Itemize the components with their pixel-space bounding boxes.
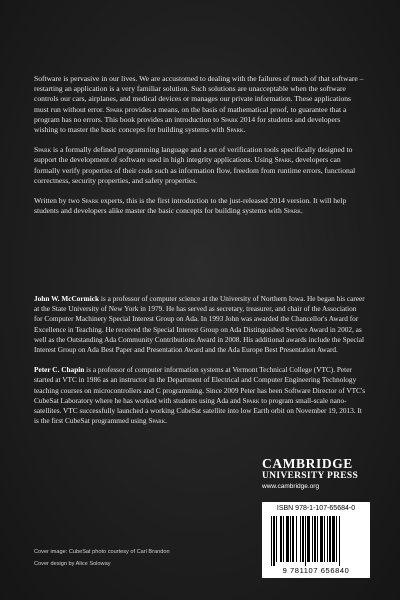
isbn-label: ISBN 978-1-107-65684-0 (276, 505, 356, 512)
barcode-bar (271, 516, 272, 566)
spark-term: Spark (105, 104, 124, 114)
publisher-name: CAMBRIDGE (262, 456, 353, 471)
isbn-digits: 9 781107 656840 (282, 566, 350, 575)
spark-term: Spark (148, 416, 166, 426)
author-bio-chapin: Peter C. Chapin is a professor of computer information systems at Vermont Technical College (VTC). Peter started at VTC in 1986 as an instructor in the Department of Electrical and Computer Engineering Technology teaching courses on microcontrollers and C programming. Since 2009 Peter has been Software Director of VTC's CubeSat Laboratory where he has worked with students using Ada and Spark to program small-scale nano-satellites. VTC successfully launched a working CubeSat satellite into low Earth orbit on November 19, 2013. It is the first CubeSat programmed using Spark. (34, 365, 366, 426)
spark-term: Spark (220, 114, 239, 124)
author-name: John W. McCormick (34, 294, 100, 303)
barcode-bar (286, 516, 289, 562)
cover-image-credit: Cover image: CubeSat photo courtesy of Carl Brandon (34, 549, 170, 555)
barcode-bar (329, 516, 331, 562)
publisher-url: www.cambridge.org (262, 483, 320, 490)
author-bio-mccormick: John W. McCormick is a professor of computer science at the University of Northern Iowa. He began his career at the State University of New York in 1979. He has served as secretary, treasurer, and chair of the Association for Computer Machinery Special Interest Group on Ada. In 1993 John was awarded the Chancellor's Award for Excellence in Teaching. He received the Special Interest Group on Ada Distinguished Service Award in 2002, as well as the Outstanding Ada Community Contributions Award in 2008. His additional awards include the Special Interest Group on Ada Best Paper and Presentation Award and the Ada Europe Best Presentation Award. (34, 294, 365, 355)
barcode-bar (312, 516, 313, 562)
barcode-bar (296, 516, 297, 562)
barcode-bar (307, 516, 310, 562)
barcode-bar (305, 516, 306, 566)
publisher-press: UNIVERSITY PRESS (262, 471, 359, 481)
barcode-bar (339, 516, 340, 566)
barcode-bar (290, 516, 291, 562)
book-description (34, 74, 366, 226)
author-name: Peter C. Chapin (34, 365, 85, 375)
barcode-bar (324, 516, 325, 562)
barcode-bar (283, 516, 284, 562)
cover-credits (34, 546, 170, 570)
spark-term: Spark (81, 196, 99, 206)
barcode-bar (292, 516, 294, 562)
barcode-bars (270, 516, 364, 566)
barcode-bar (314, 516, 316, 562)
barcode-bar (332, 516, 335, 562)
barcode-bar (327, 516, 328, 562)
spark-term: Spark (242, 395, 260, 405)
barcode-graphic (270, 516, 364, 566)
barcode-bar (317, 516, 318, 562)
cover-design-credit: Cover design by Alice Soloway (34, 561, 111, 567)
barcode-bar (300, 516, 301, 562)
barcode-bar (336, 516, 337, 562)
barcode-bar (276, 516, 277, 562)
barcode-bar (320, 516, 323, 562)
description-paragraph-3: Written by two Spark experts, this is the first introduction to the just-released 2014 version. It will help students and developers alike master the basic concepts for building systems with Spark. (34, 196, 347, 216)
spark-term: Spark (274, 155, 292, 165)
barcode-bar (302, 516, 304, 562)
barcode-bar (280, 516, 282, 562)
isbn-barcode (262, 502, 370, 578)
barcode-bar (273, 516, 275, 566)
spark-term: Spark (283, 206, 301, 216)
author-bios (34, 294, 366, 436)
publisher-logo (262, 457, 372, 491)
description-paragraph-1: Software is pervasive in our lives. We are accustomed to dealing with the failures of much of that software – restarting an application is a very familiar solution. Such solutions are unacceptable when the software controls our cars, airplanes, and medical devices or manages our private information. These applications must run without error. Spark provides a means, on the basis of mathematical proof, to guarantee that a program has no errors. This book provides an introduction to Spark 2014 for students and developers wishing to master the basic concepts for building systems with Spark. (34, 74, 364, 135)
description-paragraph-2: Spark is a formally defined programming language and a set of verification tools specifically designed to support the development of software used in high integrity applications. Using Spark, developers can formally verify properties of their code such as information flow, freedom from runtime errors, functional correctness, security properties, and safety properties. (34, 145, 356, 185)
spark-term: Spark (34, 145, 52, 155)
spark-term: Spark (226, 125, 244, 135)
